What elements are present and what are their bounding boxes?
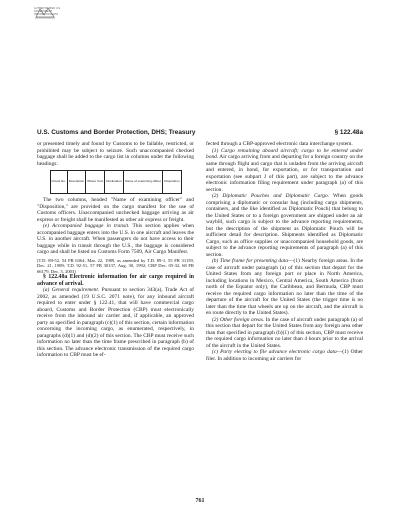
text-time-frame: —(1) Nearby foreign areas. In the case of aircraft under paragraph (a) of this section that depart for the United States from any foreign port or place in North America, including locations in Mexico, Central America, South America (from north of the Equator only), the Caribbean, and Bermuda, CBP must receive the required cargo information no later than the time of the departure of the aircraft for the United States (the trigger time is no later than the time that wheels are up on the aircraft, and the aircraft is en route directly to the United States). <box>206 258 363 316</box>
text-other-foreign-areas: In the case of aircraft under paragraph (a) of this section that depart for the United States from any foreign area other than that specified in paragraph (b)(1) of this section, CBP must receive the required cargo information no later than 4 hours prior to the arrival of the aircraft in the United States. <box>206 316 363 349</box>
header-section-number: § 122.48a <box>334 128 363 136</box>
heading-examining-officer: Name of examining officer <box>123 171 163 194</box>
regulatory-citation: [T.D. 89-52, 54 FR 6364, Mar. 22, 1989, as amended by T.D. 89-1, 55 FR 31159, Dec. 21, 1989; T.D. 92-51, 57 FR 30137, Aug. 30, 1992; CBP Dec. 05-32, 68 FR 66179, Dec. 5, 2003] <box>37 257 194 274</box>
heading-description: Description <box>67 171 85 194</box>
label-time-frame: (b) Time frame for presenting data <box>212 258 289 264</box>
label-party-electing: (c) Party electing to file advance electronic cargo data <box>212 349 337 355</box>
text-cargo-remaining-aboard: Air cargo arriving from and departing for a foreign country on the same through flight and cargo that is unladen from the arriving aircraft and entered, in bond, for exportation, or for transportation and exportation (see subpart J of this part), are subject to the advance electronic information filing requirement under paragraph (a) of this section. <box>206 154 363 193</box>
paragraph-party-electing <box>206 349 363 362</box>
cargo-list-column-headings <box>50 170 182 194</box>
gpo-authentication-text: AUTHENTICATED U.S. GOVERNMENT INFORMATION GPO <box>34 7 61 16</box>
section-title: Electronic information for air cargo required in advance of arrival. <box>37 274 195 287</box>
header-agency: U.S. Customs and Border Protection, DHS; Treasury <box>37 128 196 136</box>
text-accompanied-baggage: This section applies when accompanied baggage enters into the U.S. in one aircraft and leaves the U.S. in another aircraft. When passengers do not have access to their baggage while in transit through the U.S., the baggage is considered cargo and shall be listed on Customs Form 7509, Air Cargo Manifest. <box>37 223 195 255</box>
label-accompanied-baggage: (e) Accompanied baggage in transit. <box>43 223 130 229</box>
paragraph-diplomatic-pouches <box>206 193 363 258</box>
paragraph-examining-officer-columns: The two columns, headed "Name of examining officer" and "Disposition," are provided on the cargo manifest for the use of Customs officers. Unaccompanied unchecked baggage arriving as air express or freight shall be manifested as other air express or freight. <box>37 197 194 223</box>
heading-where-from: Where from <box>86 171 105 194</box>
text-diplomatic-pouches: When goods comprising a diplomatic or consular bag (including cargo shipments, containers, and the like identified as Diplomatic Pouch) that belong to the United States or to a foreign government are shipped under an air waybill, such cargo is subject to the advance reporting requirements, but the description of the shipment as Diplomatic Pouch will be sufficient detail for description. Shipments identified as Diplomatic Cargo, such as office supplies or unaccompanied household goods, are subject to the advance reporting requirements of paragraph (a) of this section. <box>206 193 363 258</box>
paragraph-general-requirement <box>37 287 194 359</box>
heading-check-no: Check No. <box>50 171 67 194</box>
paragraph-accompanied-baggage <box>37 223 194 256</box>
section-number: § 122.48a <box>43 274 68 281</box>
paragraph-baggage-manifest: or presented timely and found by Customs to be failable, restricted, or prohibited may be subject to seizure. Such unaccompanied checked baggage shall be added to the cargo list in columns under the following headings: <box>37 141 194 167</box>
running-header <box>37 126 363 138</box>
heading-destination: Destination <box>105 171 123 194</box>
paragraph-edi-system: fected through a CBP-approved electronic data interchange system. <box>206 141 353 147</box>
heading-disposition: Disposition <box>163 171 181 194</box>
page-number: 761 <box>195 498 205 504</box>
text-general-requirement: Pursuant to section 343(a), Trade Act of 2002, as amended (19 U.S.C. 2071 note), for any inbound aircraft required to enter under § 122.41, that will have commercial cargo aboard, Customs and Border Protection (CBP) must electronically receive from the inbound air carrier and, if applicable, an approved party as specified in paragraph (c)(1) of this section, certain information concerning the incoming cargo, as enumerated, respectively, in paragraphs (d)(1) and (d)(2) of this section. The CBP must receive such information no later than the time frame prescribed in paragraph (b) of this section. The advance electronic transmission of the required cargo information to CBP must be ef- <box>37 287 194 359</box>
paragraph-other-foreign-areas <box>206 317 363 350</box>
text-party-electing: —(1) Other filer. In addition to incoming air carriers for <box>206 349 363 362</box>
paragraph-time-frame <box>206 258 363 317</box>
right-column <box>206 141 363 362</box>
label-cargo-remaining-aboard: (1) Cargo remaining aboard aircraft; cargo to be entered under bond. <box>206 147 363 160</box>
label-other-foreign-areas: (2) Other foreign areas. <box>212 316 265 323</box>
left-column <box>37 141 194 359</box>
label-diplomatic-pouches: (2) Diplomatic Pouches and Diplomatic Cargo. <box>212 193 330 199</box>
section-heading <box>37 274 194 287</box>
label-general-requirement: (a) General requirement. <box>43 287 100 294</box>
paragraph-cargo-remaining-aboard <box>206 148 363 194</box>
